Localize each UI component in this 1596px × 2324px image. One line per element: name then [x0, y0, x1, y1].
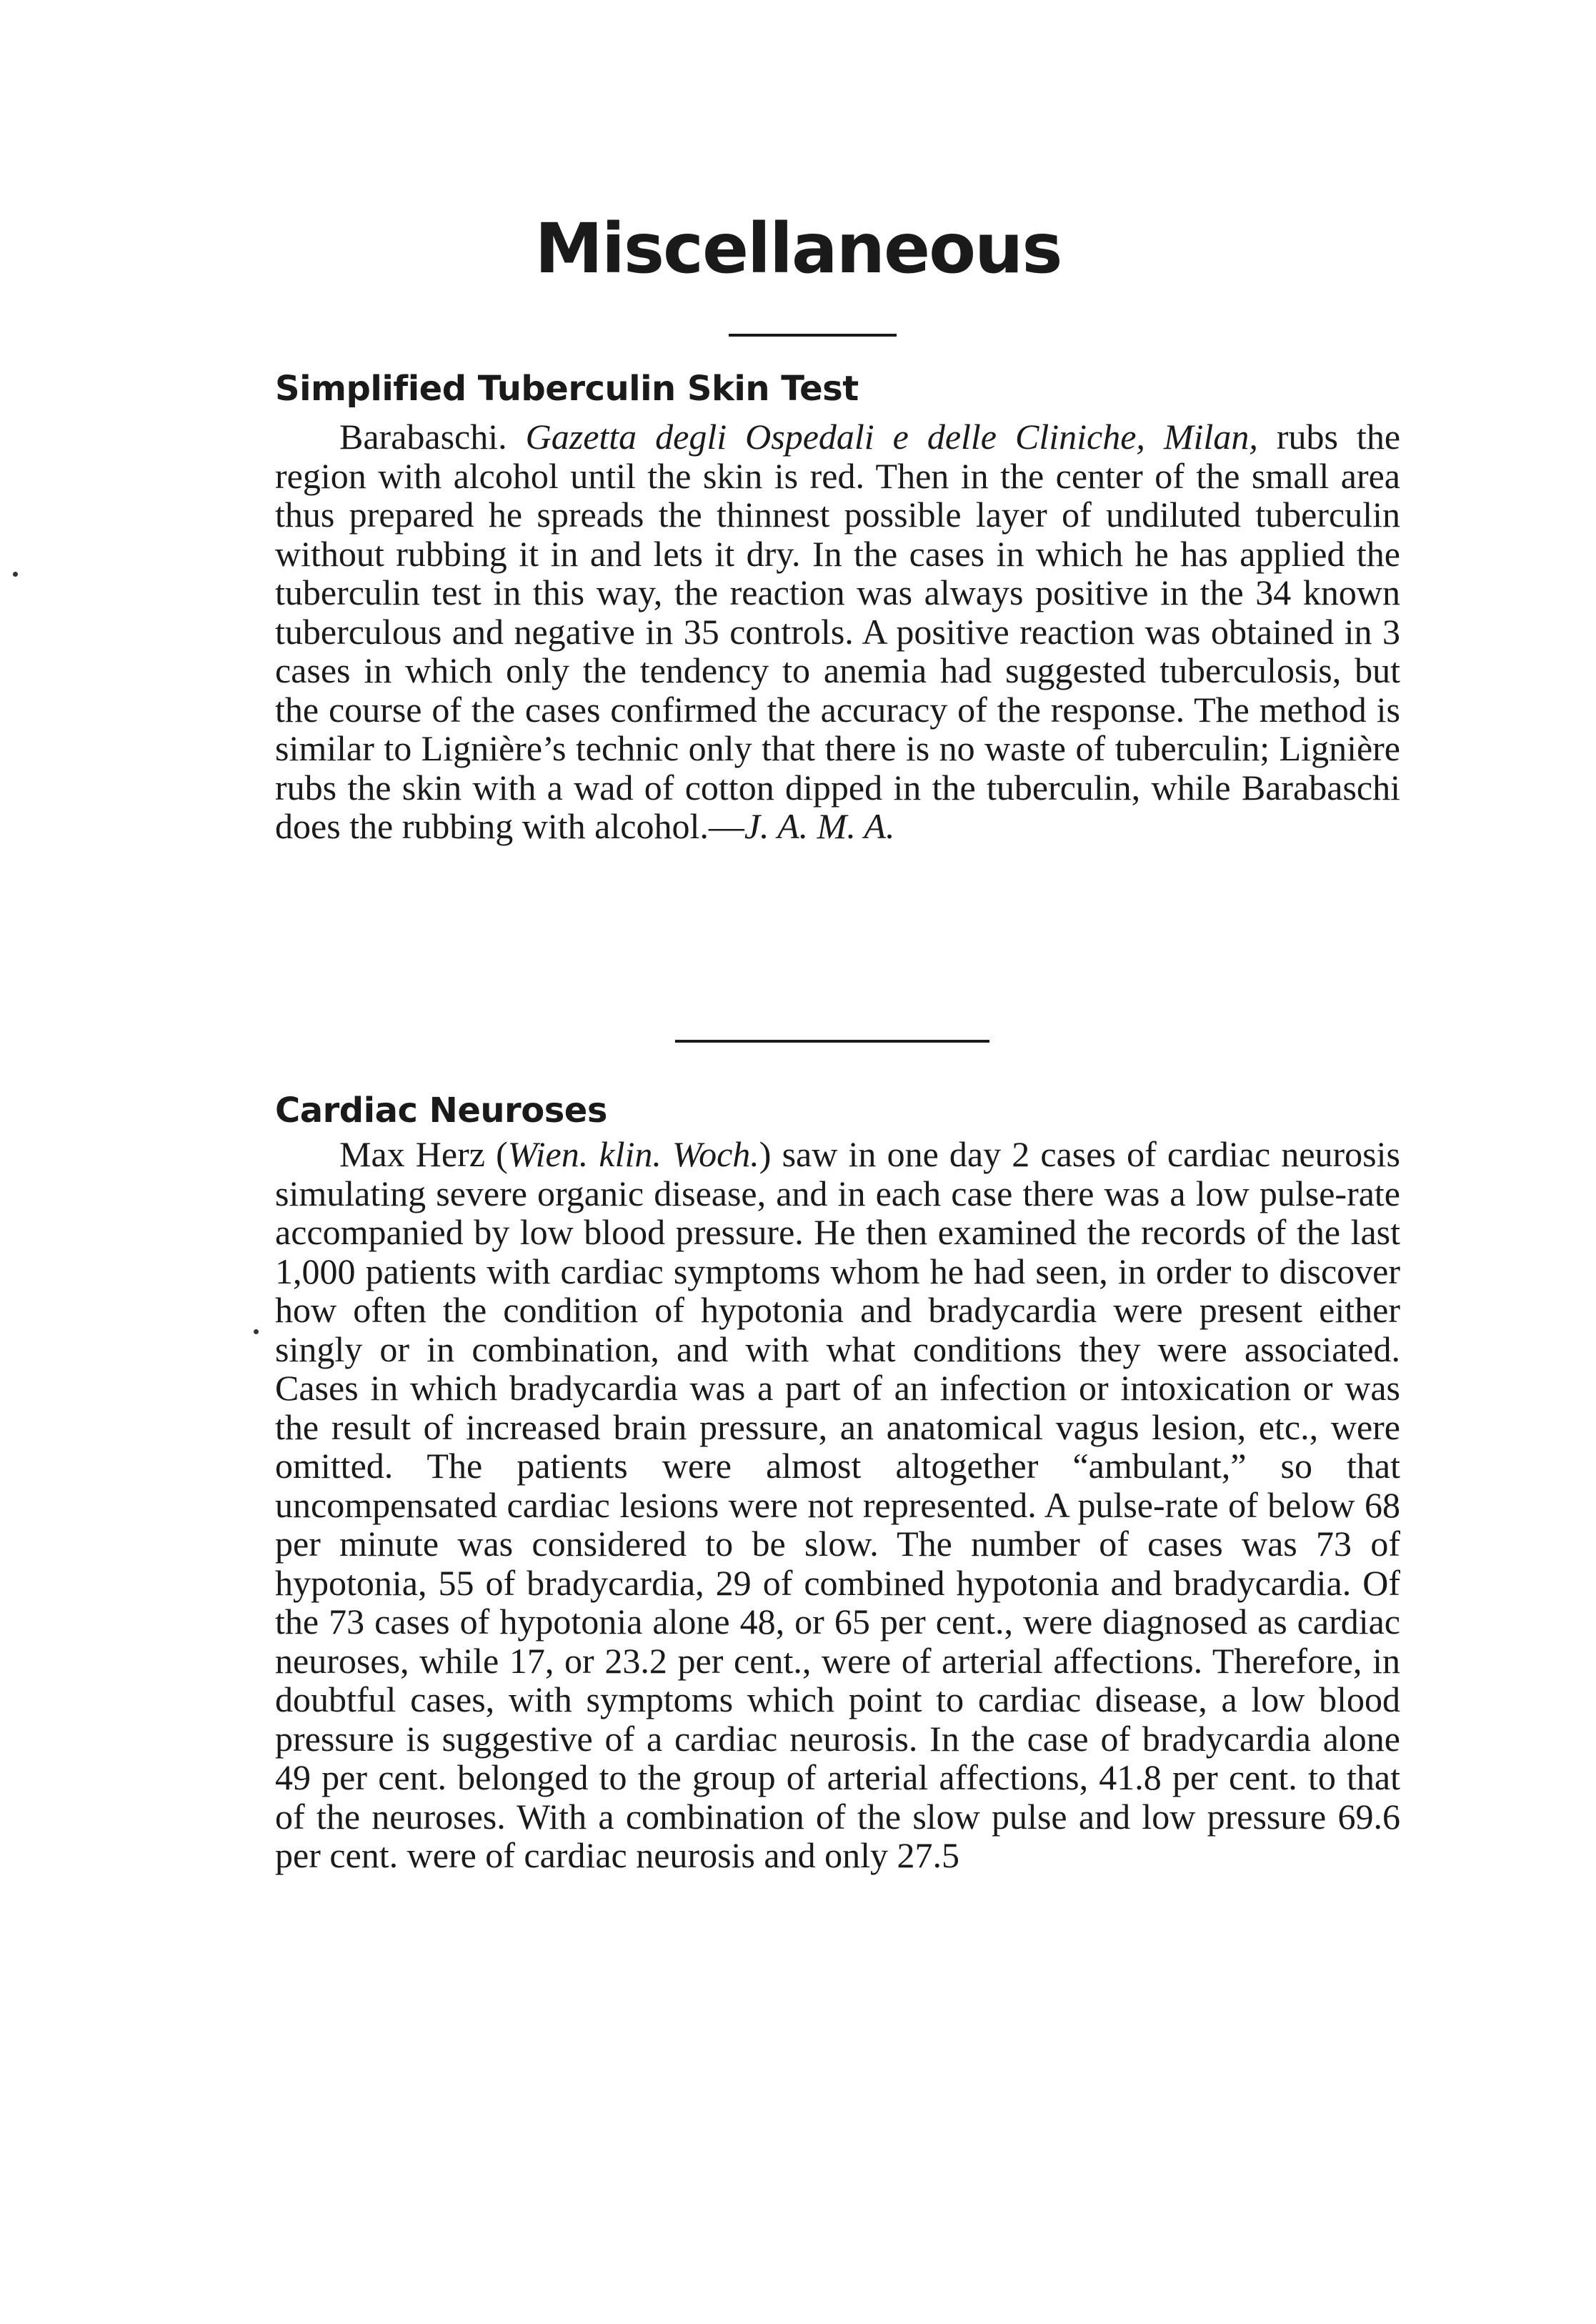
article-2-text: ) saw in one day 2 cases of cardiac neurosis simulating severe organic disease, and in each case there was a low pulse-rate accompanied by low blood pressure. He then examined the records of the last 1,000 patients with cardiac symptoms whom he had seen, in order to discover how often the condition of hypotonia and bradycardia were present either singly or in combination, and with what conditions they were associated. Cases in which bradycardia was a part of an infection or intoxication or was the result of increased brain pressure, an anatomical vagus lesion, etc., were omitted. The patients were almost altogether “ambulant,” so that uncompensated cardiac lesions were not represented. A pulse-rate of below 68 per minute was considered to be slow. The number of cases was 73 of hypotonia, 55 of bradycardia, 29 of combined hypotonia and bradycardia. Of the 73 cases of hypotonia alone 48, or 65 per cent., were diagnosed as cardiac neuroses, while 17, or 23.2 per cent., were of arterial affections. Therefore, in doubtful cases, with symptoms which point to cardiac disease, a low blood pressure is suggestive of a cardiac neurosis. In the case of bradycardia alone 49 per cent. belonged to the group of arterial affections, 41.8 per cent. to that of the neuroses. With a combination of the slow pulse and low pressure 69.6 per cent. were of cardiac neurosis and only 27.5	[275, 1134, 1400, 1875]
page-title: Miscellaneous	[534, 209, 1062, 289]
title-rule	[729, 334, 897, 337]
article-1-heading: Simplified Tuberculin Skin Test	[275, 369, 859, 409]
article-2-source: Wien. klin. Woch.	[507, 1134, 759, 1174]
article-2-body	[275, 1135, 1400, 1875]
article-1-body	[275, 417, 1400, 846]
article-1-author: Barabaschi.	[339, 417, 507, 457]
article-2-heading: Cardiac Neuroses	[275, 1091, 607, 1131]
article-1-citation: J. A. M. A.	[744, 806, 895, 846]
article-2-author: Max Herz (	[339, 1134, 508, 1174]
margin-dot	[13, 572, 18, 577]
article-1-text: rubs the region with alcohol until the skin is red. Then in the center of the small area thus prepared he spreads the thinnest possible layer of undiluted tuberculin without rubbing it in and lets it dry. In the cases in which he has applied the tuberculin test in this way, the reaction was always positive in the 34 known tuberculous and negative in 35 controls. A positive reaction was obtained in 3 cases in which only the tendency to anemia had suggested tuberculosis, but the course of the cases confirmed the accuracy of the response. The method is similar to Lignière’s technic only that there is no waste of tuberculin; Lignière rubs the skin with a wad of cotton dipped in the tuberculin, while Barabaschi does the rubbing with alcohol.—	[275, 417, 1401, 846]
article-1-source: Gazetta degli Ospedali e delle Cliniche, Milan,	[525, 417, 1258, 457]
section-divider	[675, 1040, 989, 1043]
margin-dot	[254, 1329, 259, 1334]
